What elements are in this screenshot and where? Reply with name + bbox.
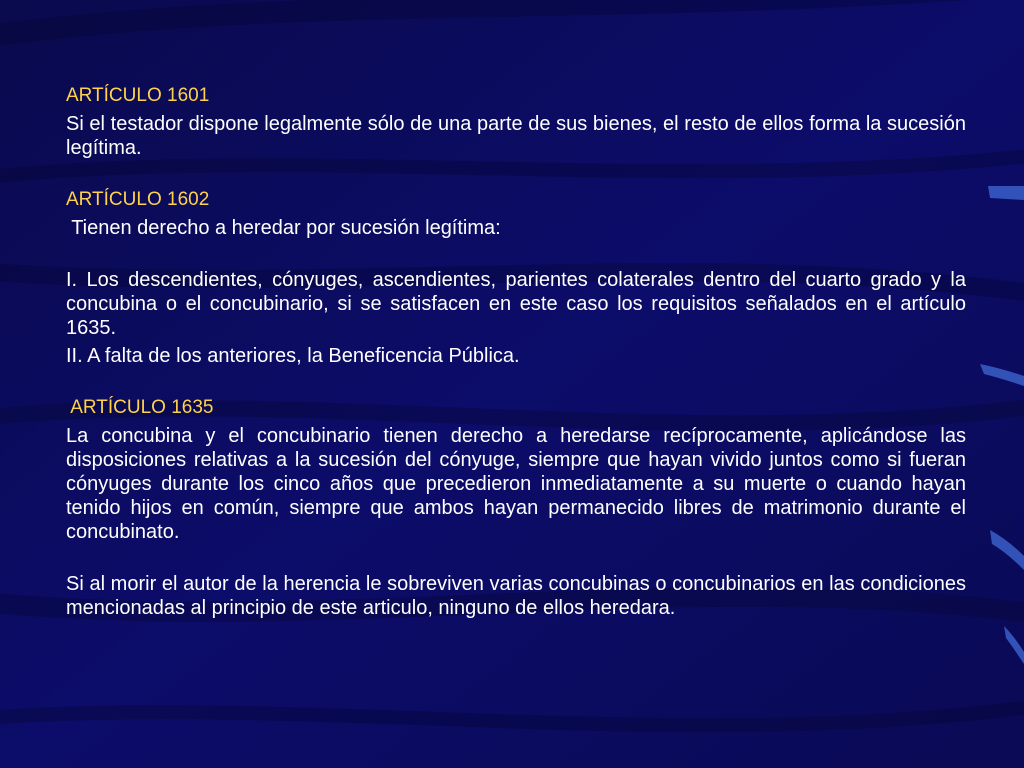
- article-1635-heading: ARTÍCULO 1635: [66, 397, 214, 418]
- article-1602-item-2: II. A falta de los anteriores, la Beneficencia Pública.: [66, 345, 520, 367]
- article-1635-text: La concubina y el concubinario tienen derecho a heredarse recíprocamente, aplicándose las disposiciones relativas a la sucesión del cónyuge, siempre que hayan vivido juntos como si fueran cónyuges durante los cinco años que precedieron inmediatamente a su muerte o cuando hayan tenido hijos en común, siempre que ambos hayan permanecido libres de matrimonio durante el concubinato.: [66, 425, 966, 543]
- article-1602-intro: Tienen derecho a heredar por sucesión legítima:: [66, 217, 501, 239]
- article-1602-heading: ARTÍCULO 1602: [66, 189, 210, 210]
- article-1635-text-2: Si al morir el autor de la herencia le sobreviven varias concubinas o concubinarios en las condiciones mencionadas al principio de este articulo, ninguno de ellos heredara.: [66, 573, 966, 619]
- article-1601-heading: ARTÍCULO 1601: [66, 85, 210, 106]
- article-1602-item-1: I. Los descendientes, cónyuges, ascendientes, parientes colaterales dentro del cuarto grado y la concubina o el concubinario, si se satisfacen en este caso los requisitos señalados en el artículo 1635.: [66, 269, 966, 339]
- article-1601-text: Si el testador dispone legalmente sólo de una parte de sus bienes, el resto de ellos forma la sucesión legítima.: [66, 113, 966, 159]
- slide-content: [66, 84, 966, 620]
